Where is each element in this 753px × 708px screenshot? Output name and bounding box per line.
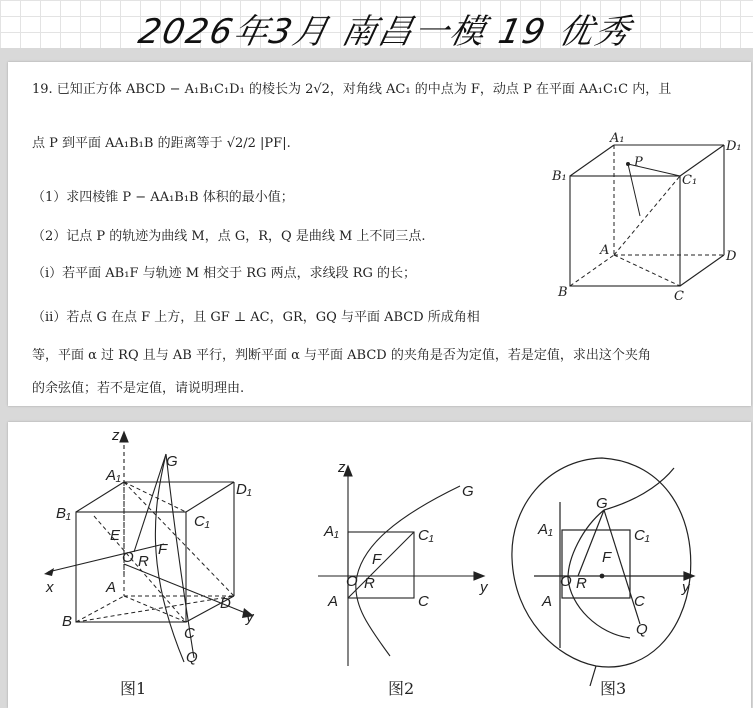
fig1-caption: 图1 (120, 679, 147, 698)
question-2-ii-end: 的余弦值；若不是定值，请说明理由. (32, 381, 245, 396)
question-1: （1）求四棱锥 P − AA₁B₁B 体积的最小值； (32, 190, 294, 205)
fig1-A: A (106, 579, 117, 596)
label-A1: A₁ (610, 132, 625, 146)
fig3-Q: Q (636, 621, 648, 638)
fig1-z: z (112, 427, 120, 444)
notebook-grid-header (0, 0, 753, 52)
fig1-G: G (166, 453, 178, 470)
fig2-G: G (462, 483, 474, 500)
fig1-C: C (184, 625, 195, 642)
fig2-z: z (338, 459, 346, 476)
fig1-F: F (158, 541, 168, 558)
fig3-F: F (602, 549, 612, 566)
fig3-G: G (596, 495, 608, 512)
fig1-y: y (246, 609, 254, 626)
figure-2 (308, 456, 498, 676)
fig1-O: O (122, 549, 134, 566)
fig3-R: R (576, 575, 587, 592)
fig2-F: F (372, 551, 382, 568)
fig3-A1: A₁ (538, 521, 553, 538)
label-A: A (600, 243, 610, 258)
fig3-A: A (542, 593, 553, 610)
fig3-caption: 图3 (600, 679, 627, 698)
fig2-A: A (328, 593, 339, 610)
label-C1: C₁ (682, 173, 698, 188)
fig2-A1: A₁ (324, 523, 339, 540)
fig3-O: O (560, 573, 572, 590)
fig2-caption: 图2 (388, 679, 415, 698)
fig1-B1: B₁ (56, 505, 71, 522)
label-B: B (558, 285, 568, 300)
label-D1: D₁ (726, 139, 742, 154)
label-C: C (674, 289, 684, 302)
question-2: （2）记点 P 的轨迹为曲线 M，点 G，R，Q 是曲线 M 上不同三点. (32, 229, 426, 244)
handwritten-title: 2026年3月 南昌一模 19 优秀 (135, 12, 636, 52)
fig1-x: x (46, 579, 54, 596)
fig1-C1: C₁ (194, 513, 210, 530)
fig2-O: O (346, 573, 358, 590)
problem-card (8, 62, 751, 406)
label-D: D (726, 249, 737, 264)
fig1-E: E (110, 527, 121, 544)
fig3-y: y (682, 579, 690, 596)
fig1-D1: D₁ (236, 481, 252, 498)
solution-figures-card (8, 422, 751, 708)
fig1-B: B (62, 613, 73, 630)
fig1-D: D (220, 595, 231, 612)
question-2-ii: （ii）若点 G 在点 F 上方，且 GF ⊥ AC，GR，GQ 与平面 ABCD 所成角相 (32, 310, 480, 325)
fig2-C: C (418, 593, 429, 610)
problem-line-2: 点 P 到平面 AA₁B₁B 的距离等于 √2/2 |PF|. (32, 136, 291, 151)
figure-1 (34, 426, 274, 706)
label-B1: B₁ (552, 169, 567, 184)
question-2-ii-cont: 等，平面 α 过 RQ 且与 AB 平行，判断平面 α 与平面 ABCD 的夹角是否为定值，若是定值，求出这个夹角 (32, 348, 651, 363)
figure-3 (506, 438, 706, 698)
fig2-C1: C₁ (418, 527, 434, 544)
problem-line-1: 19. 已知正方体 ABCD − A₁B₁C₁D₁ 的棱长为 2√2，对角线 AC₁ 的中点为 F，动点 P 在平面 AA₁C₁C 内，且 (32, 82, 672, 97)
fig3-C: C (634, 593, 645, 610)
label-P: P (634, 155, 643, 170)
fig3-C1: C₁ (634, 527, 650, 544)
cube-diagram (538, 132, 748, 302)
fig1-A1: A₁ (106, 467, 121, 484)
fig1-Q: Q (186, 649, 198, 666)
question-2-i: （i）若平面 AB₁F 与轨迹 M 相交于 RG 两点，求线段 RG 的长； (32, 266, 417, 281)
fig1-R: R (138, 553, 149, 570)
fig2-R: R (364, 575, 375, 592)
fig2-y: y (480, 579, 488, 596)
